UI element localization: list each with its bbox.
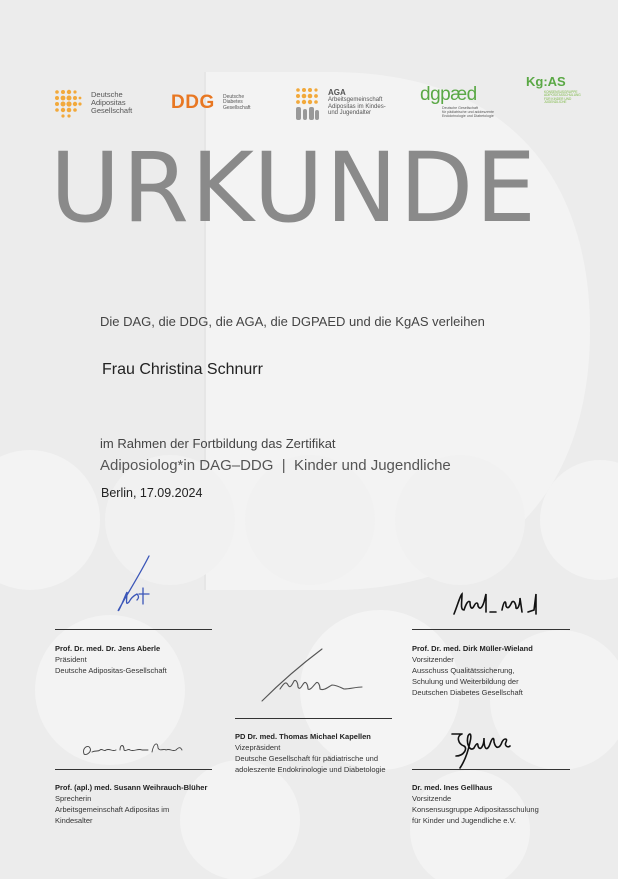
signatory-name: Prof. Dr. med. Dirk Müller-Wieland [412, 644, 533, 653]
signature-mueller-wieland [450, 590, 545, 620]
dag-line1: Deutsche [91, 90, 123, 99]
recipient-name: Frau Christina Schnurr [102, 361, 263, 378]
kgas-line2: ADIPOSITASSCHULUNG [544, 93, 581, 98]
ddg-line1: Deutsche [223, 94, 245, 100]
kgas-line4: JUGENDLICHE [544, 100, 567, 105]
signatory-org: Deutsche Adipositas-Gesellschaft [55, 665, 167, 675]
context-text: im Rahmen der Fortbildung das Zertifikat [100, 436, 336, 451]
signature-gellhaus [448, 728, 528, 774]
signatory-org: für Kinder und Jugendliche e.V. [412, 815, 516, 825]
kgas-mark: Kg:AS [526, 74, 566, 89]
signatory-name: Prof. (apl.) med. Susann Weihrauch-Blüher [55, 783, 208, 792]
signatory-role: Sprecherin [55, 793, 92, 803]
signatory-org: Deutschen Diabetes Gesellschaft [412, 687, 523, 697]
aga-line2: Adipositas im Kindes- [328, 103, 386, 110]
signatory-role: Präsident [55, 654, 87, 664]
signature-line-kapellen [235, 718, 392, 719]
aga-line1: Arbeitsgemeinschaft [328, 97, 383, 104]
signatory-weihrauch-blueher [55, 783, 235, 827]
ddg-line2: Diabetes [223, 99, 243, 106]
signatory-org: Schulung und Weiterbildung der [412, 676, 519, 686]
signatory-name: Dr. med. Ines Gellhaus [412, 783, 493, 792]
kgas-line3: FÜR KINDER UND [544, 96, 572, 101]
dgpaed-mark: dgpæd [420, 84, 477, 105]
signature-line-weihrauch-blueher [55, 769, 212, 770]
kgas-line1: KONSENSUSGRUPPE [544, 90, 578, 94]
dgpaed-line1: Deutsche Gesellschaft [442, 106, 478, 110]
dag-line2: Adipositas [91, 97, 126, 107]
intro-text: Die DAG, die DDG, die AGA, die DGPAED und die KgAS verleihen [100, 314, 485, 329]
signature-aberle [105, 552, 165, 622]
signature-kapellen [258, 645, 368, 705]
dag-line3: Gesellschaft [91, 105, 133, 115]
signatory-role: Vorsitzende [412, 793, 452, 803]
signatory-kapellen [235, 732, 415, 776]
signatory-gellhaus [412, 783, 592, 827]
dgpaed-line3: Endokrinologie und Diabetologie [442, 113, 494, 118]
ddg-mark: DDG [171, 92, 215, 113]
ddg-line3: Gesellschaft [223, 104, 251, 111]
signatory-org: Deutsche Gesellschaft für pädiatrische und [235, 753, 378, 763]
signatory-org: Kindesalter [55, 815, 93, 825]
signature-line-mueller-wieland [412, 629, 570, 630]
signatory-org: Arbeitsgemeinschaft Adipositas im [55, 804, 170, 814]
aga-line3: und Jugendalter [328, 109, 372, 116]
signatory-name: Prof. Dr. med. Dr. Jens Aberle [55, 644, 161, 653]
aga-mark: AGA [328, 88, 346, 97]
signatory-aberle [55, 644, 230, 677]
certificate-title: URKUNDE [50, 132, 538, 244]
signatory-name: PD Dr. med. Thomas Michael Kapellen [235, 732, 371, 741]
dot-grid-icon [53, 88, 83, 122]
certificate-name: Adiposiolog*in DAG–DDG | Kinder und Jugendliche [100, 457, 451, 474]
place-date: Berlin, 17.09.2024 [101, 486, 203, 500]
signature-weihrauch-blueher [80, 738, 190, 762]
signatory-org: Ausschuss Qualitätssicherung, [412, 665, 515, 675]
signatory-org: adoleszente Endokrinologie und Diabetologie [235, 764, 386, 774]
dot-figures-icon [294, 86, 322, 122]
signatory-role: Vorsitzender [412, 654, 454, 664]
dgpaed-line2: für pädiatrische und adoleszente [442, 109, 494, 114]
logo-row [0, 74, 618, 130]
signature-line-aberle [55, 629, 212, 630]
signature-line-gellhaus [412, 769, 570, 770]
signatory-mueller-wieland [412, 644, 592, 698]
signatory-org: Konsensusgruppe Adipositasschulung [412, 804, 539, 814]
signatory-role: Vizepräsident [235, 742, 281, 752]
